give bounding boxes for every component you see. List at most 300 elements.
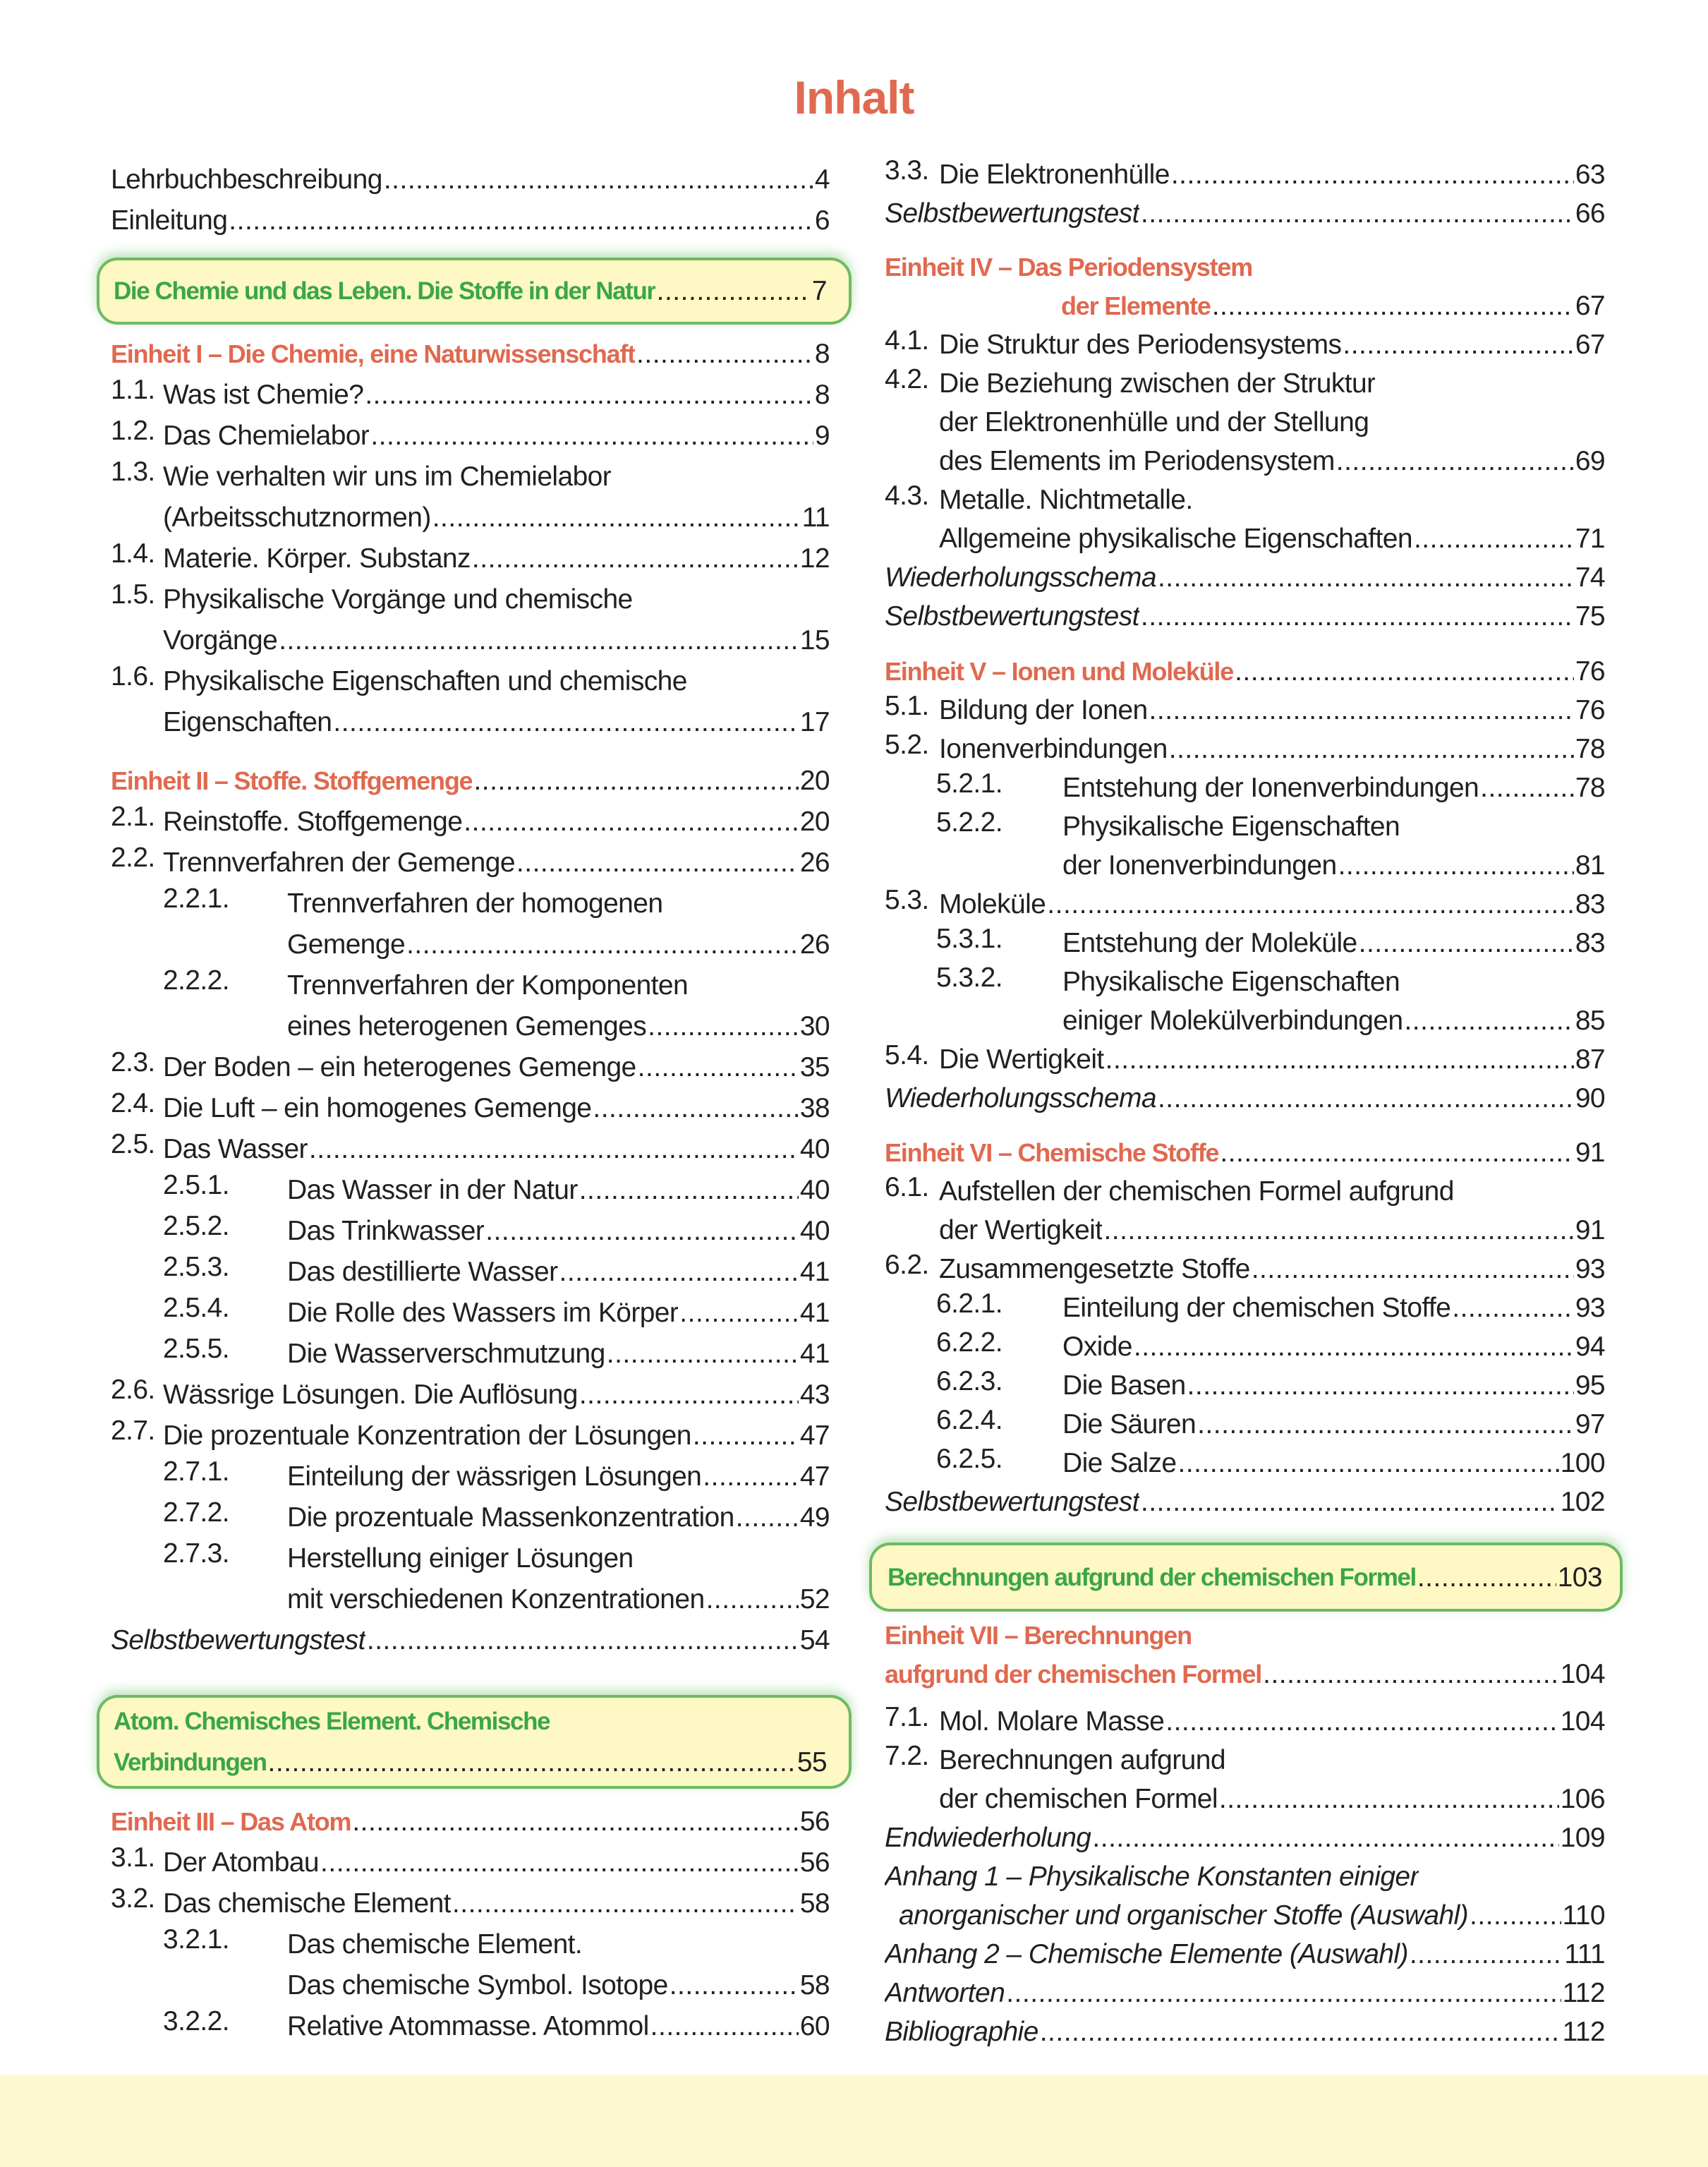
toc-entry[interactable] (111, 1170, 830, 1211)
entry-number: 2.7. (111, 1416, 155, 1446)
toc-entry[interactable] (885, 325, 1605, 364)
toc-entry[interactable] (111, 1842, 830, 1883)
dot-leader (452, 1883, 799, 1924)
dot-leader (579, 1375, 799, 1416)
page-number: 26 (799, 847, 830, 878)
toc-entry[interactable] (111, 200, 830, 241)
page-number: 63 (1575, 159, 1605, 190)
toc-entry[interactable] (885, 807, 1605, 885)
entry-title: Endwiederholung (885, 1823, 1091, 1853)
entry-title: Einheit IV – Das Periodensystem (885, 253, 1253, 282)
dot-leader (279, 620, 799, 661)
toc-entry[interactable] (885, 481, 1605, 558)
page-number: 60 (799, 2011, 830, 2041)
toc-entry[interactable] (111, 1497, 830, 1538)
entry-title: Das destillierte Wasser (287, 1257, 558, 1287)
dot-leader (1343, 325, 1573, 364)
entry-number: 6.2.3. (936, 1366, 1003, 1396)
page-number: 102 (1560, 1487, 1605, 1517)
page-number: 55 (797, 1746, 827, 1777)
dot-leader (703, 1456, 799, 1497)
toc-entry[interactable] (111, 457, 830, 538)
dot-leader (1141, 1483, 1559, 1521)
footer-band (0, 2075, 1708, 2167)
toc-entry[interactable] (885, 1857, 1605, 1935)
toc-entry[interactable] (885, 1172, 1605, 1250)
entry-number: 2.5.1. (163, 1170, 229, 1200)
toc-unit-heading[interactable] (111, 334, 830, 375)
toc-right-column (885, 155, 1605, 2051)
page-number: 75 (1575, 601, 1605, 632)
toc-entry[interactable] (885, 768, 1605, 807)
entry-title: der Elektronenhülle und der Stellung (939, 407, 1369, 437)
toc-entry[interactable] (111, 802, 830, 843)
entry-title: Das Wasser in der Natur (287, 1175, 578, 1205)
dot-leader (1040, 2012, 1561, 2051)
entry-title: Reinstoffe. Stoffgemenge (163, 807, 463, 837)
page-number: 4 (814, 164, 830, 195)
toc-entry[interactable] (111, 1334, 830, 1375)
entry-title: Das chemische Element. (287, 1929, 583, 1960)
toc-entry[interactable] (111, 375, 830, 416)
toc-entry[interactable] (885, 1935, 1605, 1974)
dot-leader (1212, 286, 1574, 325)
entry-number: 7.2. (885, 1741, 929, 1771)
dot-leader (485, 1211, 799, 1252)
toc-entry[interactable] (111, 159, 830, 200)
dot-leader (1141, 194, 1574, 233)
entry-title: aufgrund der chemischen Formel (885, 1660, 1262, 1689)
toc-entry[interactable] (885, 1818, 1605, 1857)
page-number: 54 (799, 1625, 830, 1655)
dot-leader (1149, 691, 1574, 730)
entry-number: 2.7.3. (163, 1538, 229, 1569)
page-number: 83 (1575, 889, 1605, 919)
page-number: 106 (1560, 1784, 1605, 1814)
dot-leader (1106, 1040, 1574, 1079)
page-number: 30 (799, 1011, 830, 1042)
toc-entry[interactable] (885, 1702, 1605, 1741)
page-number: 78 (1575, 734, 1605, 764)
toc-entry[interactable] (885, 194, 1605, 233)
page-number: 83 (1575, 928, 1605, 958)
dot-leader (1263, 1655, 1559, 1694)
entry-title: Die Struktur des Periodensystems (939, 330, 1342, 360)
dot-leader (333, 702, 798, 743)
entry-title: Ionenverbindungen (939, 734, 1168, 764)
entry-title: Die prozentuale Konzentration der Lösungen (163, 1420, 691, 1451)
toc-section-box[interactable] (97, 1695, 852, 1789)
toc-entry[interactable] (111, 1088, 830, 1129)
entry-title: Entstehung der Moleküle (1062, 928, 1357, 958)
page-number: 47 (799, 1461, 830, 1492)
dot-leader (1452, 1288, 1574, 1327)
entry-title: Wiederholungsschema (885, 1083, 1156, 1113)
dot-leader (1404, 1001, 1573, 1040)
entry-title: Das chemische Symbol. Isotope (287, 1970, 668, 2000)
entry-title: Materie. Körper. Substanz (163, 543, 471, 574)
toc-unit-heading[interactable] (885, 1616, 1605, 1694)
page-number: 40 (799, 1134, 830, 1164)
entry-number: 2.5. (111, 1129, 155, 1159)
entry-number: 1.3. (111, 457, 155, 487)
entry-title: Antworten (885, 1978, 1005, 2008)
entry-title: mit verschiedenen Konzentrationen (287, 1584, 705, 1614)
entry-title: Metalle. Nichtmetalle. (939, 485, 1193, 515)
page-number: 76 (1575, 656, 1605, 687)
entry-title: der Elemente (1061, 291, 1211, 320)
entry-title: Trennverfahren der Gemenge (163, 847, 515, 878)
page-number: 67 (1575, 291, 1605, 321)
page-number: 100 (1560, 1448, 1605, 1478)
dot-leader (1197, 1405, 1574, 1444)
entry-title: des Elements im Periodensystem (939, 446, 1335, 476)
toc-entry[interactable] (111, 1538, 830, 1620)
page-number: 110 (1562, 1900, 1605, 1931)
dot-leader (1103, 1211, 1573, 1250)
page-number: 8 (814, 339, 830, 369)
entry-number: 2.5.3. (163, 1252, 229, 1282)
page-number: 20 (799, 766, 830, 796)
page-number: 26 (799, 929, 830, 960)
dot-leader (679, 1293, 799, 1334)
toc-entry[interactable] (885, 1366, 1605, 1405)
dot-leader (1414, 519, 1574, 558)
page-number: 104 (1560, 1659, 1605, 1689)
dot-leader (607, 1334, 799, 1375)
page-number: 103 (1557, 1562, 1602, 1593)
dot-leader (268, 1742, 796, 1783)
toc-entry[interactable] (885, 924, 1605, 962)
entry-title: Einheit VI – Chemische Stoffe (885, 1138, 1219, 1167)
entry-title: Trennverfahren der Komponenten (287, 970, 689, 1001)
entry-title: Einheit I – Die Chemie, eine Naturwissenschaft (111, 339, 636, 368)
toc-entry[interactable] (885, 691, 1605, 730)
page-number: 90 (1575, 1083, 1605, 1113)
toc-entry[interactable] (885, 1741, 1605, 1818)
entry-number: 5.4. (885, 1040, 929, 1070)
toc-section-box[interactable] (97, 258, 852, 325)
entry-title: Die Salze (1062, 1448, 1177, 1478)
page-number: 41 (799, 1257, 830, 1287)
entry-number: 1.5. (111, 579, 155, 610)
dot-leader (638, 1047, 799, 1088)
toc-unit-heading[interactable] (885, 1133, 1605, 1172)
dot-leader (516, 843, 799, 883)
toc-entry[interactable] (111, 2006, 830, 2047)
page-number: 66 (1575, 198, 1605, 229)
toc-entry[interactable] (885, 1040, 1605, 1079)
toc-entry[interactable] (885, 962, 1605, 1040)
entry-title: Einleitung (111, 205, 228, 236)
toc-unit-heading[interactable] (885, 248, 1605, 325)
entry-number: 4.2. (885, 364, 929, 394)
page-number: 93 (1575, 1293, 1605, 1323)
entry-title: Wie verhalten wir uns im Chemielabor (163, 461, 612, 492)
toc-unit-heading[interactable] (111, 761, 830, 802)
entry-title: Die Wertigkeit (939, 1044, 1104, 1075)
page-number: 109 (1560, 1823, 1605, 1853)
entry-number: 5.1. (885, 691, 929, 721)
dot-leader (1134, 1327, 1574, 1366)
entry-title: Die prozentuale Massenkonzentration (287, 1502, 734, 1533)
page-number: 20 (799, 807, 830, 837)
page-title: Inhalt (794, 71, 914, 123)
entry-title: Physikalische Vorgänge und chemische (163, 584, 633, 615)
entry-number: 1.4. (111, 538, 155, 569)
page-number: 58 (799, 1888, 830, 1919)
toc-entry[interactable] (885, 364, 1605, 481)
toc-entry[interactable] (885, 885, 1605, 924)
page-number: 6 (814, 205, 830, 236)
entry-title: Atom. Chemisches Element. Chemische (114, 1707, 550, 1735)
dot-leader (1410, 1935, 1563, 1974)
entry-number: 4.1. (885, 325, 929, 356)
entry-number: 1.6. (111, 661, 155, 692)
page-number: 91 (1575, 1137, 1605, 1168)
entry-number: 2.5.5. (163, 1334, 229, 1364)
toc-entry[interactable] (885, 1288, 1605, 1327)
page-number: 7 (811, 275, 827, 306)
entry-title: der Wertigkeit (939, 1215, 1103, 1245)
entry-title: Anhang 2 – Chemische Elemente (Auswahl) (885, 1939, 1408, 1969)
toc-entry[interactable] (885, 2012, 1605, 2051)
entry-title: Bildung der Ionen (939, 695, 1148, 725)
entry-title: Entstehung der Ionenverbindungen (1062, 773, 1479, 803)
entry-title: Einheit III – Das Atom (111, 1807, 351, 1836)
entry-title: Die Wasserverschmutzung (287, 1339, 605, 1369)
entry-title: Physikalische Eigenschaften (1062, 967, 1400, 997)
entry-title: Das Trinkwasser (287, 1216, 485, 1246)
dot-leader (1187, 1366, 1574, 1405)
page-number: 41 (799, 1339, 830, 1369)
entry-title: Die Rolle des Wassers im Körper (287, 1298, 679, 1328)
entry-number: 2.5.2. (163, 1211, 229, 1241)
dot-leader (365, 375, 813, 416)
toc-entry[interactable] (111, 579, 830, 661)
dot-leader (384, 159, 813, 200)
entry-title: Lehrbuchbeschreibung (111, 164, 382, 195)
dot-leader (1252, 1250, 1574, 1288)
toc-unit-heading[interactable] (885, 652, 1605, 691)
entry-number: 2.4. (111, 1088, 155, 1118)
toc-entry[interactable] (885, 1079, 1605, 1118)
entry-title: Die Säuren (1062, 1409, 1197, 1439)
page-number: 58 (799, 1970, 830, 2000)
entry-number: 3.3. (885, 155, 929, 186)
dot-leader (657, 271, 811, 312)
entry-number: 2.2.2. (163, 965, 229, 996)
toc-entry[interactable] (111, 965, 830, 1047)
dot-leader (1359, 924, 1574, 962)
dot-leader (650, 2006, 799, 2047)
page-number: 41 (799, 1298, 830, 1328)
entry-title: Berechnungen aufgrund (939, 1745, 1225, 1775)
entry-title: Das chemische Element (163, 1888, 451, 1919)
toc-entry[interactable] (111, 661, 830, 743)
page-number: 40 (799, 1216, 830, 1246)
dot-leader (432, 497, 801, 538)
page-number: 38 (799, 1093, 830, 1123)
dot-leader (229, 200, 813, 241)
toc-entry[interactable] (111, 1293, 830, 1334)
dot-leader (648, 1006, 799, 1047)
entry-title: Selbstbewertungstest (885, 601, 1139, 632)
dot-leader (352, 1801, 798, 1842)
dot-leader (593, 1088, 798, 1129)
page-number: 104 (1560, 1706, 1605, 1737)
entry-title: Moleküle (939, 889, 1046, 919)
toc-unit-heading[interactable] (111, 1801, 830, 1842)
toc-entry[interactable] (885, 558, 1605, 597)
toc-entry[interactable] (111, 1375, 830, 1416)
dot-leader (1338, 846, 1574, 885)
entry-title: Einheit VII – Berechnungen (885, 1621, 1192, 1650)
dot-leader (1165, 1702, 1558, 1741)
entry-title: Wässrige Lösungen. Die Auflösung (163, 1380, 578, 1410)
toc-entry[interactable] (111, 1456, 830, 1497)
dot-leader (579, 1170, 799, 1211)
entry-number: 5.3.2. (936, 962, 1003, 993)
entry-title: eines heterogenen Gemenges (287, 1011, 647, 1042)
page-number: 8 (814, 380, 830, 410)
page-number: 56 (799, 1806, 830, 1837)
page-number: 97 (1575, 1409, 1605, 1439)
entry-title: Eigenschaften (163, 707, 332, 737)
toc-entry[interactable] (111, 1047, 830, 1088)
entry-title: Mol. Molare Masse (939, 1706, 1165, 1737)
entry-title: Vorgänge (163, 625, 278, 656)
page-number: 35 (799, 1052, 830, 1082)
entry-title: (Arbeitsschutznormen) (163, 502, 431, 533)
toc-entry[interactable] (885, 1444, 1605, 1483)
dot-leader (1047, 885, 1574, 924)
entry-number: 1.1. (111, 375, 155, 405)
entry-title: Anhang 1 – Physikalische Konstanten einiger (885, 1861, 1419, 1892)
page-number: 52 (799, 1584, 830, 1614)
entry-number: 3.2. (111, 1883, 155, 1914)
page-number: 40 (799, 1175, 830, 1205)
page-number: 71 (1575, 524, 1605, 554)
entry-number: 2.2.1. (163, 883, 229, 914)
page-number: 69 (1575, 446, 1605, 476)
entry-number: 5.3. (885, 885, 929, 915)
entry-number: 5.2.2. (936, 807, 1003, 838)
page-number: 47 (799, 1420, 830, 1451)
entry-number: 3.1. (111, 1842, 155, 1873)
entry-number: 1.2. (111, 416, 155, 446)
entry-number: 6.1. (885, 1172, 929, 1202)
toc-entry[interactable] (885, 155, 1605, 194)
toc-entry[interactable] (885, 597, 1605, 636)
entry-title: Was ist Chemie? (163, 380, 364, 410)
page-number: 85 (1575, 1006, 1605, 1036)
dot-leader (706, 1579, 799, 1620)
page-number: 9 (814, 421, 830, 451)
entry-title: Selbstbewertungstest (885, 1487, 1139, 1517)
entry-number: 2.6. (111, 1375, 155, 1405)
entry-number: 5.2. (885, 730, 929, 760)
dot-leader (670, 1965, 799, 2006)
toc-entry[interactable] (111, 1129, 830, 1170)
toc-left-column (111, 159, 830, 2047)
entry-title: Die Basen (1062, 1370, 1186, 1401)
toc-entry[interactable] (111, 1211, 830, 1252)
entry-title: Bibliographie (885, 2017, 1038, 2047)
page-number: 74 (1575, 562, 1605, 593)
entry-title: Einheit II – Stoffe. Stoffgemenge (111, 766, 473, 795)
toc-entry[interactable] (111, 538, 830, 579)
entry-title: Verbindungen (114, 1748, 267, 1776)
entry-number: 3.2.1. (163, 1924, 229, 1955)
page-number: 76 (1575, 695, 1605, 725)
page-number: 112 (1562, 1978, 1605, 2008)
entry-number: 2.1. (111, 802, 155, 832)
dot-leader (1219, 1780, 1559, 1818)
page-number: 12 (799, 543, 830, 574)
toc-entry[interactable] (111, 416, 830, 457)
dot-leader (1220, 1133, 1573, 1172)
entry-number: 5.3.1. (936, 924, 1003, 954)
toc-entry[interactable] (111, 1252, 830, 1293)
entry-title: Einteilung der chemischen Stoffe (1062, 1293, 1451, 1323)
page-number: 94 (1575, 1332, 1605, 1362)
page-number: 11 (801, 502, 830, 533)
dot-leader (1336, 442, 1574, 481)
entry-number: 2.5.4. (163, 1293, 229, 1323)
toc-entry[interactable] (885, 1405, 1605, 1444)
toc-entry[interactable] (111, 883, 830, 965)
entry-title: Oxide (1062, 1332, 1132, 1362)
entry-number: 6.2.5. (936, 1444, 1003, 1474)
entry-title: Die Chemie und das Leben. Die Stoffe in der Natur (114, 277, 655, 305)
toc-entry[interactable] (885, 1483, 1605, 1521)
entry-title: Das Chemielabor (163, 421, 370, 451)
toc-entry[interactable] (111, 1924, 830, 2006)
entry-number: 2.7.2. (163, 1497, 229, 1528)
entry-title: Relative Atommasse. Atommol (287, 2011, 649, 2041)
entry-title: der Ionenverbindungen (1062, 850, 1337, 881)
toc-entry[interactable] (111, 1883, 830, 1924)
dot-leader (1480, 768, 1574, 807)
toc-entry[interactable] (111, 843, 830, 883)
dot-leader (1092, 1818, 1558, 1857)
entry-title: Wiederholungsschema (885, 562, 1156, 593)
toc-entry[interactable] (885, 1327, 1605, 1366)
toc-entry[interactable] (885, 730, 1605, 768)
dot-leader (736, 1497, 799, 1538)
dot-leader (1235, 652, 1574, 691)
dot-leader (1470, 1896, 1561, 1935)
toc-entry[interactable] (111, 1620, 830, 1661)
toc-section-box[interactable] (869, 1543, 1623, 1612)
page-number: 43 (799, 1380, 830, 1410)
toc-entry[interactable] (885, 1250, 1605, 1288)
page-number: 17 (799, 707, 830, 737)
entry-number: 5.2.1. (936, 768, 1003, 799)
page-number: 15 (799, 625, 830, 656)
toc-entry[interactable] (885, 1974, 1605, 2012)
entry-title: Aufstellen der chemischen Formel aufgrund (939, 1176, 1454, 1207)
entry-number: 6.2.2. (936, 1327, 1003, 1358)
entry-title: Herstellung einiger Lösungen (287, 1543, 634, 1574)
entry-title: Die Luft – ein homogenes Gemenge (163, 1093, 592, 1123)
toc-entry[interactable] (111, 1416, 830, 1456)
entry-number: 6.2.4. (936, 1405, 1003, 1435)
entry-title: Einheit V – Ionen und Moleküle (885, 657, 1234, 686)
entry-title: Physikalische Eigenschaften und chemische (163, 666, 687, 696)
page-number: 95 (1575, 1370, 1605, 1401)
